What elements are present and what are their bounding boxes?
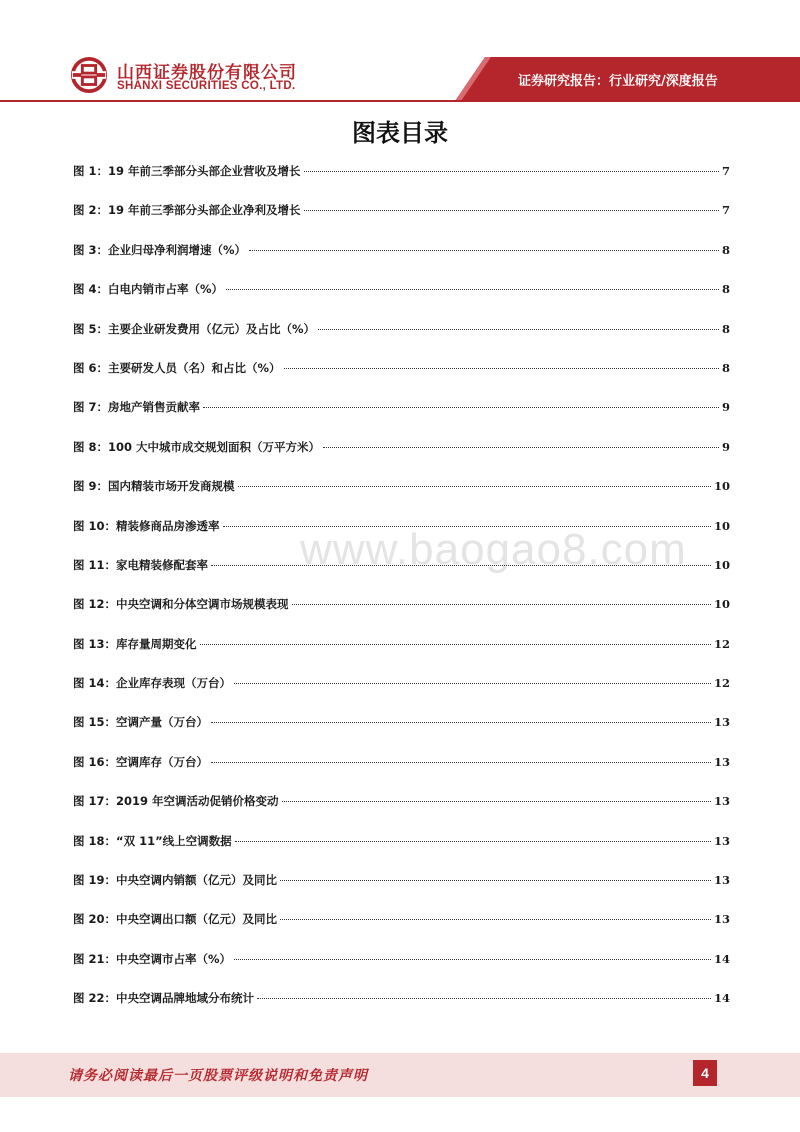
company-name-en: SHANXI SECURITIES CO., LTD. bbox=[117, 80, 296, 92]
dot-leader bbox=[203, 407, 719, 408]
dot-leader bbox=[211, 565, 711, 566]
header-divider bbox=[0, 100, 800, 102]
toc-entry-label: 图 7：房地产销售贡献率 bbox=[73, 400, 201, 415]
toc-entry[interactable] bbox=[73, 596, 730, 635]
toc-entry-page: 10 bbox=[713, 597, 730, 612]
toc-entry-page: 13 bbox=[713, 794, 730, 809]
toc-entry-label: 图 13：库存量周期变化 bbox=[73, 636, 197, 651]
toc-entry-label: 图 4：白电内销市占率（%） bbox=[73, 282, 224, 297]
toc-entry-page: 7 bbox=[721, 203, 730, 218]
toc-entry[interactable] bbox=[73, 281, 730, 320]
toc-entry-page: 13 bbox=[713, 873, 730, 888]
dot-leader bbox=[234, 959, 711, 960]
toc-entry-page: 8 bbox=[721, 360, 730, 375]
dot-leader bbox=[318, 329, 719, 330]
dot-leader bbox=[323, 447, 719, 448]
toc-entry-label: 图 22：中央空调品牌地域分布统计 bbox=[73, 991, 255, 1006]
toc-entry[interactable] bbox=[73, 911, 730, 950]
dot-leader bbox=[211, 762, 711, 763]
toc-entry-page: 7 bbox=[721, 164, 730, 178]
dot-leader bbox=[304, 210, 719, 211]
toc-entry[interactable] bbox=[73, 793, 730, 832]
toc-entry-page: 8 bbox=[721, 242, 730, 257]
toc-entry-page: 13 bbox=[713, 715, 730, 730]
dot-leader bbox=[235, 841, 711, 842]
toc-entry-label: 图 19：中央空调内销额（亿元）及同比 bbox=[73, 873, 278, 888]
toc-entry[interactable] bbox=[73, 242, 730, 281]
dot-leader bbox=[284, 368, 719, 369]
toc-entry-page: 9 bbox=[721, 400, 730, 415]
report-type-label: 证券研究报告：行业研究/深度报告 bbox=[518, 74, 718, 89]
toc-entry[interactable] bbox=[73, 163, 730, 202]
toc-entry-label: 图 18：“双 11”线上空调数据 bbox=[73, 833, 232, 848]
page-number: 4 bbox=[693, 1060, 717, 1086]
toc-entry-page: 10 bbox=[713, 557, 730, 572]
toc-entry-page: 12 bbox=[713, 676, 730, 691]
toc-entry[interactable] bbox=[73, 754, 730, 793]
toc-entry-page: 8 bbox=[721, 282, 730, 297]
dot-leader bbox=[280, 919, 711, 920]
dot-leader bbox=[257, 998, 711, 999]
toc-entry-label: 图 16：空调库存（万台） bbox=[73, 754, 209, 769]
dot-leader bbox=[226, 289, 719, 290]
toc-entry[interactable] bbox=[73, 833, 730, 872]
toc-entry[interactable] bbox=[73, 557, 730, 596]
toc-entry-label: 图 9：国内精装市场开发商规模 bbox=[73, 479, 235, 494]
toc-entry-label: 图 10：精装修商品房渗透率 bbox=[73, 518, 220, 533]
figure-index bbox=[73, 163, 730, 1030]
toc-entry-label: 图 20：中央空调出口额（亿元）及同比 bbox=[73, 912, 278, 927]
toc-entry-label: 图 6：主要研发人员（名）和占比（%） bbox=[73, 360, 281, 375]
watermark: www.baogao8.com bbox=[300, 525, 687, 574]
toc-entry[interactable] bbox=[73, 399, 730, 438]
toc-entry-label: 图 8：100 大中城市成交规划面积（万平方米） bbox=[73, 439, 321, 454]
toc-entry-label: 图 17：2019 年空调活动促销价格变动 bbox=[73, 794, 279, 809]
toc-entry[interactable] bbox=[73, 360, 730, 399]
shanxi-securities-logo-icon bbox=[70, 56, 108, 94]
toc-entry-label: 图 2：19 年前三季部分头部企业净利及增长 bbox=[73, 203, 301, 218]
dot-leader bbox=[304, 171, 719, 172]
toc-entry[interactable] bbox=[73, 636, 730, 675]
toc-entry-page: 13 bbox=[713, 912, 730, 927]
toc-entry-label: 图 1：19 年前三季部分头部企业营收及增长 bbox=[73, 164, 301, 178]
toc-entry[interactable] bbox=[73, 439, 730, 478]
dot-leader bbox=[223, 526, 711, 527]
toc-entry[interactable] bbox=[73, 714, 730, 753]
toc-entry-page: 14 bbox=[713, 951, 730, 966]
dot-leader bbox=[292, 604, 711, 605]
toc-entry-label: 图 11：家电精装修配套率 bbox=[73, 557, 209, 572]
toc-entry-page: 12 bbox=[713, 636, 730, 651]
toc-entry[interactable] bbox=[73, 675, 730, 714]
dot-leader bbox=[249, 250, 719, 251]
page-header bbox=[0, 0, 800, 100]
toc-entry-label: 图 21：中央空调市占率（%） bbox=[73, 951, 232, 966]
toc-entry-label: 图 5：主要企业研发费用（亿元）及占比（%） bbox=[73, 321, 316, 336]
toc-entry-label: 图 14：企业库存表现（万台） bbox=[73, 676, 232, 691]
toc-entry-page: 9 bbox=[721, 439, 730, 454]
dot-leader bbox=[200, 644, 711, 645]
toc-entry-page: 13 bbox=[713, 833, 730, 848]
dot-leader bbox=[234, 683, 711, 684]
toc-entry-page: 13 bbox=[713, 754, 730, 769]
toc-entry-page: 8 bbox=[721, 321, 730, 336]
disclaimer-notice: 请务必阅读最后一页股票评级说明和免责声明 bbox=[68, 1068, 368, 1084]
page-title: 图表目录 bbox=[352, 119, 448, 147]
company-name-cn: 山西证券股份有限公司 bbox=[117, 63, 297, 83]
dot-leader bbox=[280, 880, 711, 881]
toc-entry-label: 图 12：中央空调和分体空调市场规模表现 bbox=[73, 597, 289, 612]
dot-leader bbox=[238, 486, 711, 487]
toc-entry-label: 图 3：企业归母净利润增速（%） bbox=[73, 242, 247, 257]
dot-leader bbox=[282, 801, 711, 802]
toc-entry-page: 14 bbox=[713, 991, 730, 1006]
toc-entry[interactable] bbox=[73, 990, 730, 1029]
toc-entry-page: 10 bbox=[713, 518, 730, 533]
toc-entry-page: 10 bbox=[713, 479, 730, 494]
dot-leader bbox=[211, 722, 711, 723]
toc-entry[interactable] bbox=[73, 951, 730, 990]
toc-entry[interactable] bbox=[73, 478, 730, 517]
toc-entry-label: 图 15：空调产量（万台） bbox=[73, 715, 209, 730]
toc-entry[interactable] bbox=[73, 518, 730, 557]
toc-entry[interactable] bbox=[73, 872, 730, 911]
toc-entry[interactable] bbox=[73, 202, 730, 241]
toc-entry[interactable] bbox=[73, 321, 730, 360]
